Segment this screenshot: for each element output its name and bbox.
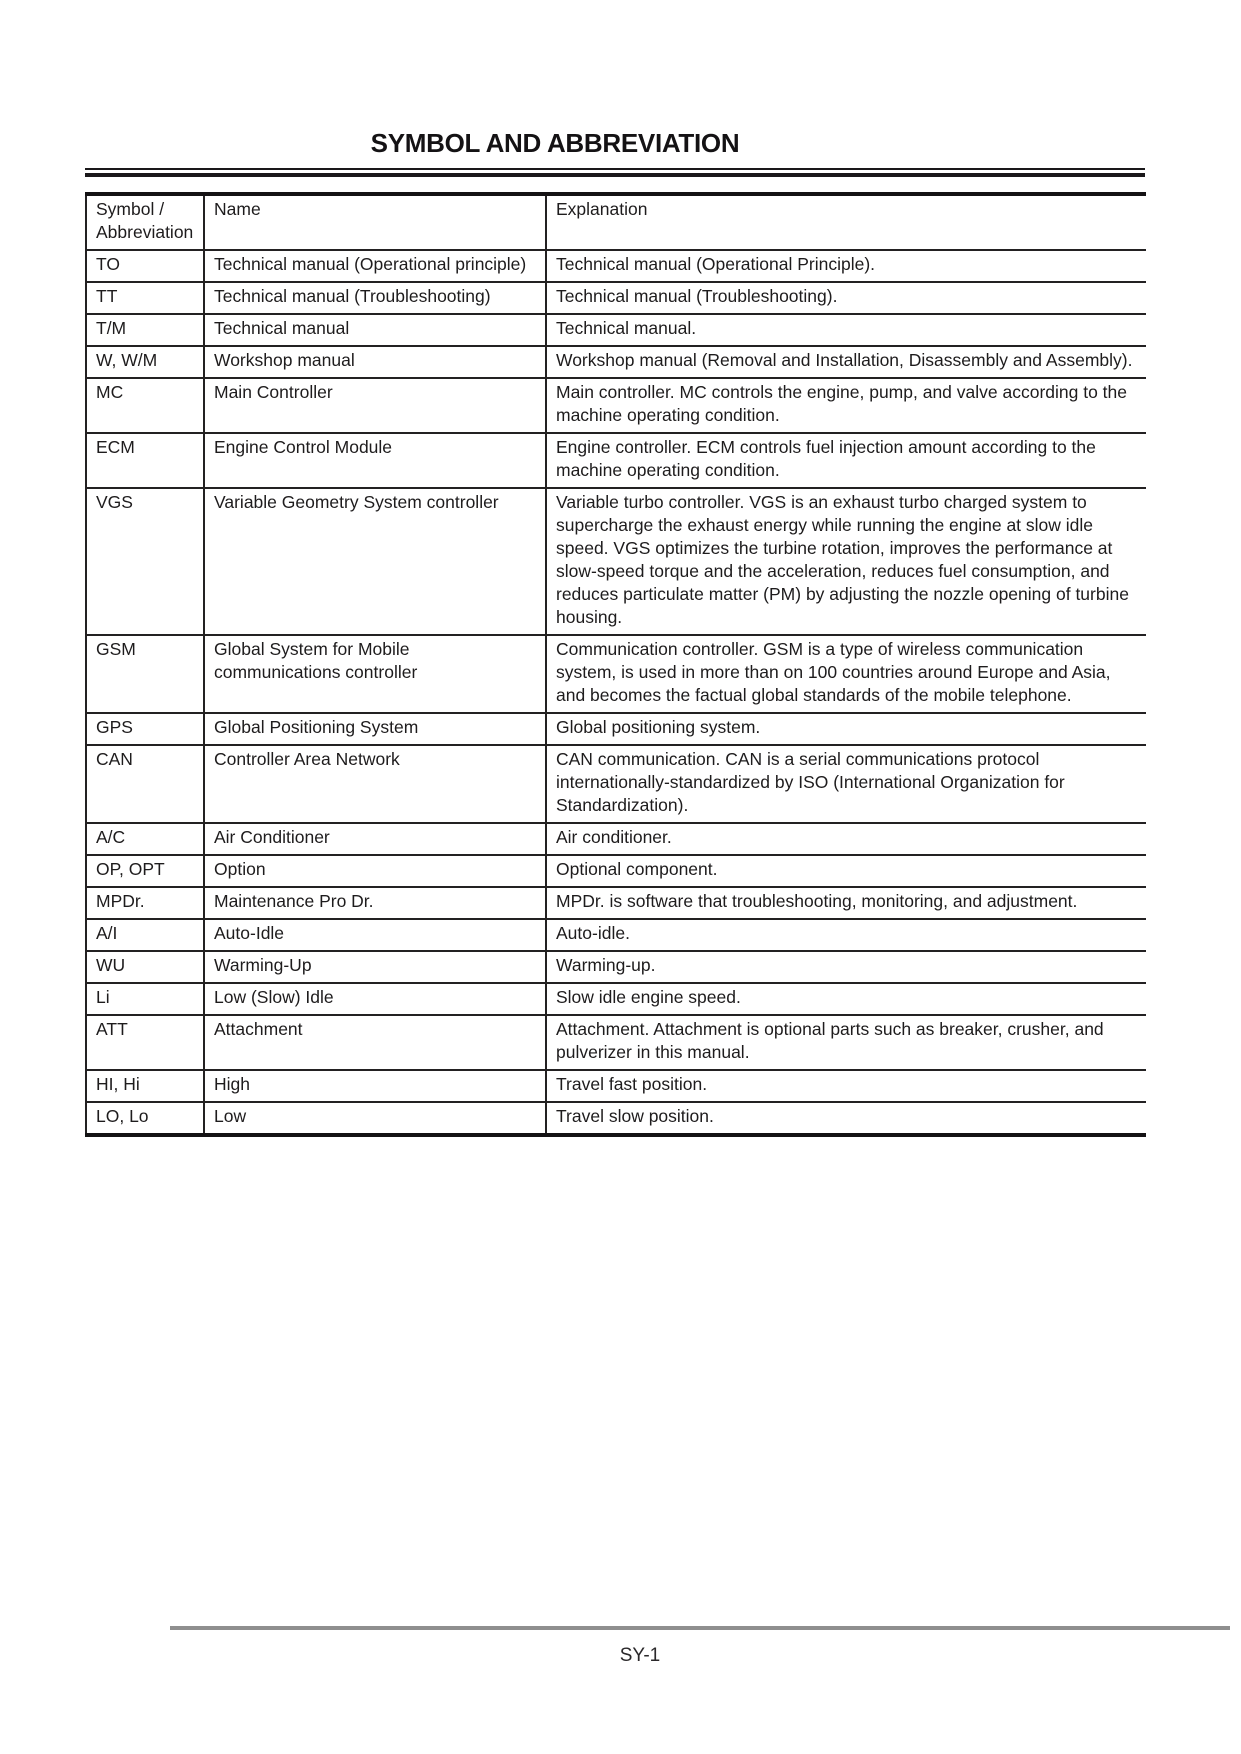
name-cell: Engine Control Module [204,433,546,488]
table-row [86,250,1146,282]
table-row [86,855,1146,887]
name-cell: Global System for Mobile communications controller [204,635,546,713]
table-row [86,951,1146,983]
name-cell: Auto-Idle [204,919,546,951]
table-row [86,346,1146,378]
name-cell: High [204,1070,546,1102]
abbreviation-table [85,192,1146,1137]
symbol-cell: ECM [86,433,204,488]
explanation-cell: Variable turbo controller. VGS is an exhaust turbo charged system to supercharge the exhaust energy while running the engine at slow idle speed. VGS optimizes the turbine rotation, improves the performance at slow-speed torque and the acceleration, reduces fuel consumption, and reduces particulate matter (PM) by adjusting the nozzle opening of turbine housing. [546,488,1146,635]
symbol-cell: VGS [86,488,204,635]
explanation-cell: Main controller. MC controls the engine, pump, and valve according to the machine operating condition. [546,378,1146,433]
explanation-cell: Travel fast position. [546,1070,1146,1102]
explanation-cell: Technical manual (Troubleshooting). [546,282,1146,314]
explanation-cell: Workshop manual (Removal and Installation, Disassembly and Assembly). [546,346,1146,378]
name-cell: Workshop manual [204,346,546,378]
symbol-cell: MPDr. [86,887,204,919]
name-cell: Low (Slow) Idle [204,983,546,1015]
name-cell: Option [204,855,546,887]
table-row [86,1015,1146,1070]
symbol-cell: MC [86,378,204,433]
name-cell: Low [204,1102,546,1135]
symbol-cell: Li [86,983,204,1015]
explanation-cell: Communication controller. GSM is a type of wireless communication system, is used in more than on 100 countries around Europe and Asia, and becomes the factual global standards of the mobile telephone. [546,635,1146,713]
page-number: SY-1 [619,1645,661,1666]
symbol-cell: GPS [86,713,204,745]
symbol-cell: TT [86,282,204,314]
table-row [86,983,1146,1015]
name-cell: Warming-Up [204,951,546,983]
table-row [86,433,1146,488]
table-row [86,823,1146,855]
footer-divider [170,1626,1230,1630]
symbol-cell: OP, OPT [86,855,204,887]
title-container [85,128,1025,159]
manual-page-content [85,0,1145,1666]
table-row [86,919,1146,951]
name-cell: Technical manual (Troubleshooting) [204,282,546,314]
name-cell: Variable Geometry System controller [204,488,546,635]
explanation-cell: Warming-up. [546,951,1146,983]
table-row [86,745,1146,823]
name-cell: Global Positioning System [204,713,546,745]
name-cell: Air Conditioner [204,823,546,855]
symbol-cell: CAN [86,745,204,823]
table-row [86,635,1146,713]
explanation-cell: Slow idle engine speed. [546,983,1146,1015]
table-header [86,194,1146,250]
column-header-explanation: Explanation [546,194,1146,250]
table-row [86,282,1146,314]
table-row [86,1070,1146,1102]
symbol-cell: TO [86,250,204,282]
explanation-cell: CAN communication. CAN is a serial communications protocol internationally-standardized by ISO (International Organization for Standardization). [546,745,1146,823]
symbol-cell: LO, Lo [86,1102,204,1135]
explanation-cell: Air conditioner. [546,823,1146,855]
name-cell: Technical manual [204,314,546,346]
name-cell: Maintenance Pro Dr. [204,887,546,919]
symbol-cell: GSM [86,635,204,713]
name-cell: Controller Area Network [204,745,546,823]
explanation-cell: Travel slow position. [546,1102,1146,1135]
name-cell: Technical manual (Operational principle) [204,250,546,282]
title-divider [85,168,1145,177]
explanation-cell: Attachment. Attachment is optional parts such as breaker, crusher, and pulverizer in this manual. [546,1015,1146,1070]
table-row [86,1102,1146,1135]
explanation-cell: Auto-idle. [546,919,1146,951]
explanation-cell: Engine controller. ECM controls fuel injection amount according to the machine operating condition. [546,433,1146,488]
page-title: SYMBOL AND ABBREVIATION [370,128,740,158]
table-body [86,250,1146,1135]
table-row [86,378,1146,433]
explanation-cell: Global positioning system. [546,713,1146,745]
explanation-cell: Technical manual (Operational Principle). [546,250,1146,282]
symbol-cell: T/M [86,314,204,346]
table-header-row [86,194,1146,250]
symbol-cell: WU [86,951,204,983]
name-cell: Main Controller [204,378,546,433]
table-row [86,713,1146,745]
explanation-cell: MPDr. is software that troubleshooting, monitoring, and adjustment. [546,887,1146,919]
table-row [86,887,1146,919]
symbol-cell: A/C [86,823,204,855]
symbol-cell: HI, Hi [86,1070,204,1102]
symbol-cell: W, W/M [86,346,204,378]
symbol-cell: A/I [86,919,204,951]
page-footer [170,1626,1230,1667]
explanation-cell: Optional component. [546,855,1146,887]
symbol-cell: ATT [86,1015,204,1070]
column-header-name: Name [204,194,546,250]
column-header-symbol-abbreviation: Symbol / Abbreviation [86,194,204,250]
explanation-cell: Technical manual. [546,314,1146,346]
table-row [86,314,1146,346]
table-row [86,488,1146,635]
name-cell: Attachment [204,1015,546,1070]
